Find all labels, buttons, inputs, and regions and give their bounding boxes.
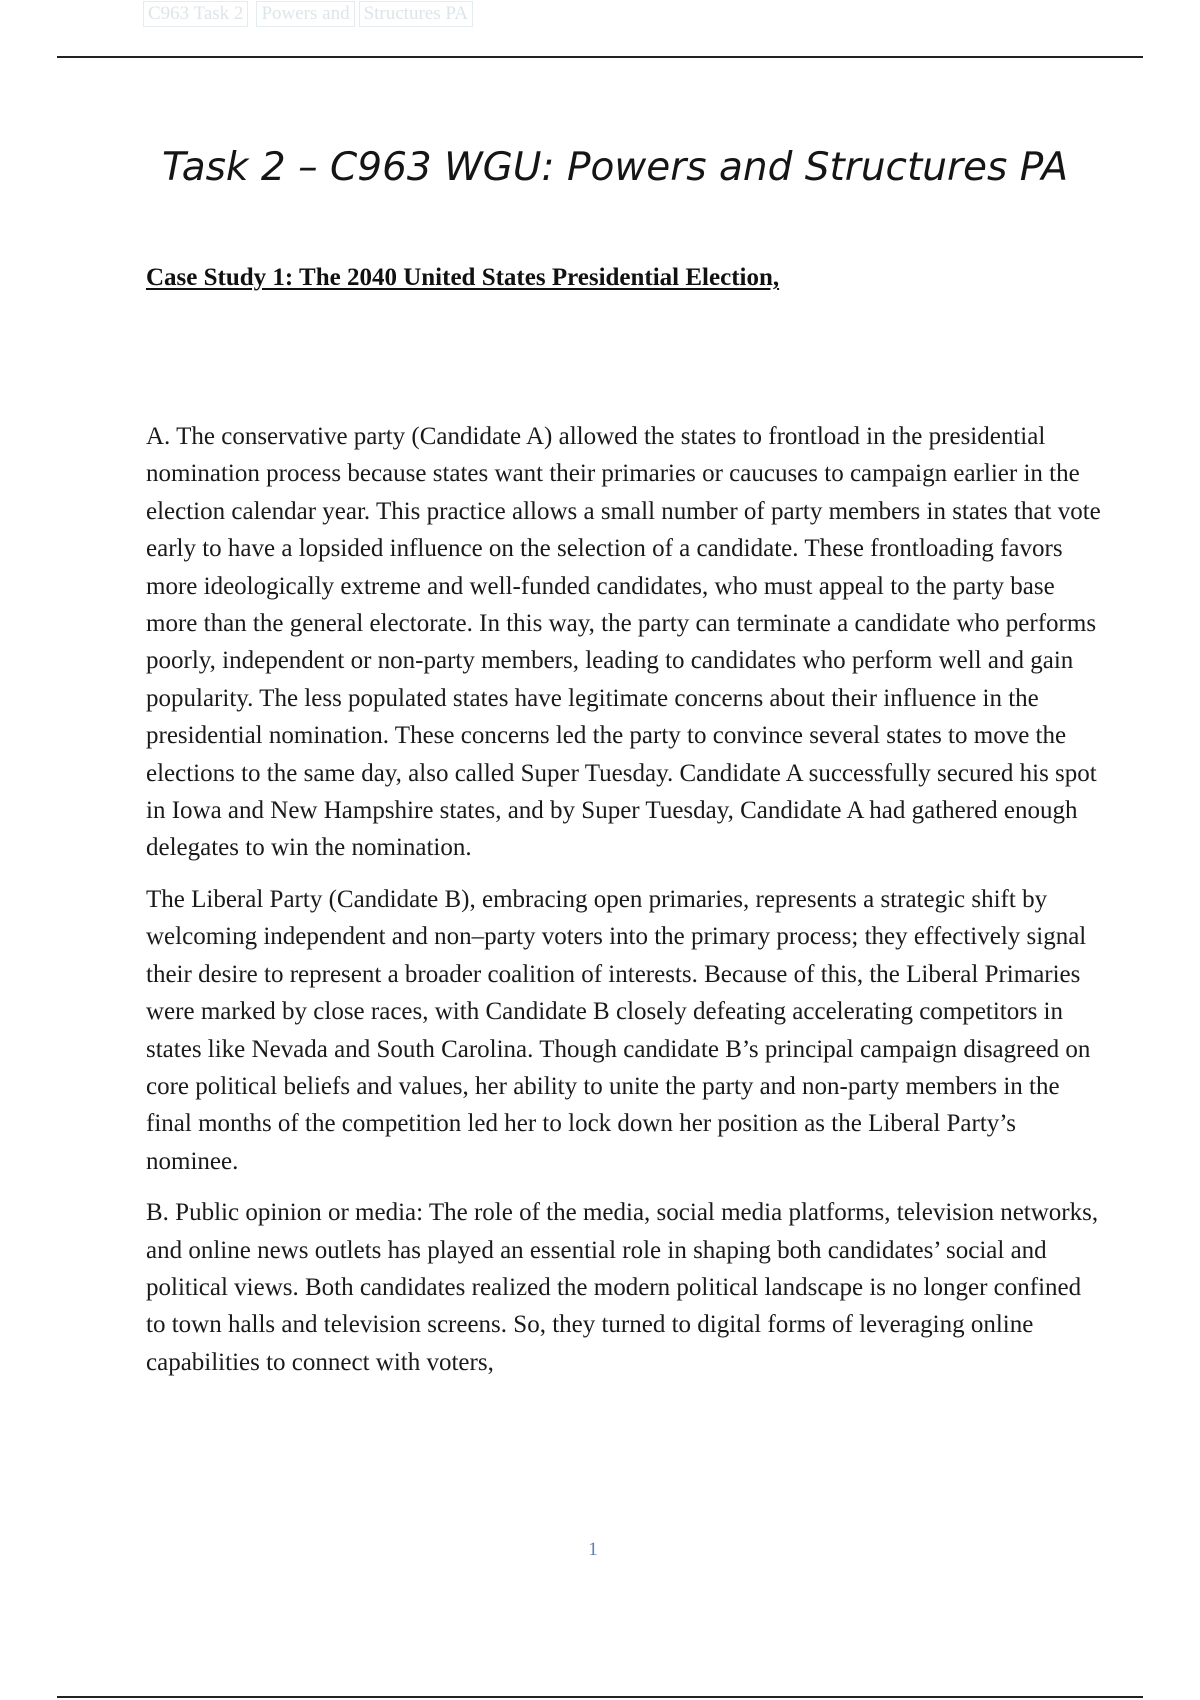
paragraph-b: B. Public opinion or media: The role of the media, social media platforms, television networks, and online news outlets has played an essential role in shaping both candidates’ social and political views. Both candidates realized the modern political landscape is no longer confined to town halls and television screens. So, they turned to digital forms of leveraging online capabilities to connect with voters, [146, 1199, 1099, 1376]
paragraph-liberal-party: The Liberal Party (Candidate B), embracing open primaries, represents a strategic shift by welcoming independent and non–party voters into the primary process; they effectively signal their desire to represent a broader coalition of interests. Because of this, the Liberal Primaries were marked by close races, with Candidate B closely defeating accelerating competitors in states like Nevada and South Carolina. Though candidate B’s principal campaign disagreed on core political beliefs and values, her ability to unite the party and non-party members in the final months of the competition led her to lock down her position as the Liberal Party’s nominee. [146, 885, 1091, 1175]
header-divider [57, 56, 1143, 58]
header-tag-course: C963 Task 2 [143, 1, 248, 27]
page-title: Task 2 – C963 WGU: Powers and Structures PA [161, 145, 1068, 190]
header-tags [143, 1, 473, 27]
document-body [146, 418, 1106, 1395]
case-study-heading: Case Study 1: The 2040 United States Presidential Election, [146, 264, 780, 291]
paragraph-a: A. The conservative party (Candidate A) allowed the states to frontload in the presidential nomination process because states want their primaries or caucuses to campaign earlier in the election calendar year. This practice allows a small number of party members in states that vote early to have a lopsided influence on the selection of a candidate. These frontloading favors more ideologically extreme and well-funded candidates, who must appeal to the party base more than the general electorate. In this way, the party can terminate a candidate who performs poorly, independent or non-party members, leading to candidates who perform well and gain popularity. The less populated states have legitimate concerns about their influence in the presidential nomination. These concerns led the party to convince several states to move the elections to the same day, also called Super Tuesday. Candidate A successfully secured his spot in Iowa and New Hampshire states, and by Super Tuesday, Candidate A had gathered enough delegates to win the nomination. [146, 423, 1101, 862]
footer-divider [57, 1696, 1143, 1698]
header-tag-powers: Powers and [256, 1, 354, 27]
page-number: 1 [588, 1539, 598, 1560]
header-tag-structures: Structures PA [359, 1, 473, 27]
header-tag-group [256, 1, 472, 27]
